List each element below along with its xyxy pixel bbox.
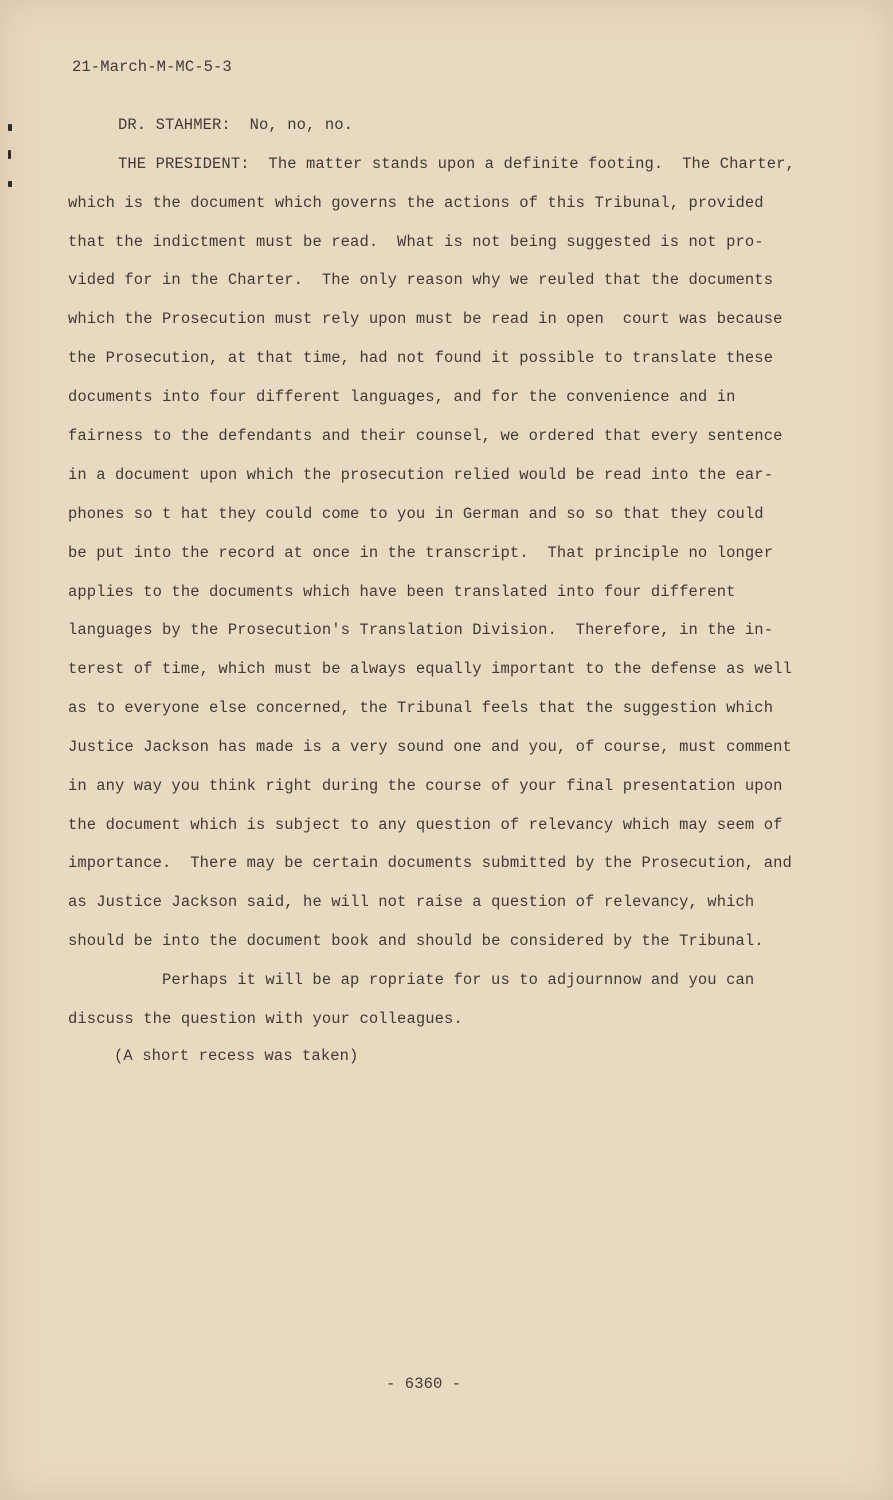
margin-mark — [8, 150, 11, 159]
text-line: as to everyone else concerned, the Tribunal feels that the suggestion which — [68, 699, 774, 717]
text-line: the Prosecution, at that time, had not found it possible to translate these — [68, 349, 774, 367]
text-line: fairness to the defendants and their counsel, we ordered that every sentence — [68, 427, 783, 445]
text-line: Perhaps it will be ap ropriate for us to adjournnow and you can — [162, 971, 755, 989]
text-line: discuss the question with your colleagues. — [68, 1010, 463, 1028]
text-line: Justice Jackson has made is a very sound one and you, of course, must comment — [68, 738, 792, 756]
text-line: applies to the documents which have been translated into four different — [68, 583, 736, 601]
text-line: documents into four different languages, and for the convenience and in — [68, 388, 736, 406]
speaker-line-stahmer: DR. STAHMER: No, no, no. — [118, 116, 354, 134]
margin-mark — [8, 181, 12, 187]
text-line: which is the document which governs the actions of this Tribunal, provided — [68, 194, 764, 212]
text-line: in any way you think right during the course of your final presentation upon — [68, 777, 783, 795]
text-line: languages by the Prosecution's Translation Division. Therefore, in the in- — [68, 621, 774, 639]
text-line: THE PRESIDENT: The matter stands upon a definite footing. The Charter, — [118, 155, 795, 173]
text-line: which the Prosecution must rely upon must be read in open court was because — [68, 310, 783, 328]
text-line: should be into the document book and should be considered by the Tribunal. — [68, 932, 764, 950]
text-line: in a document upon which the prosecution relied would be read into the ear- — [68, 466, 774, 484]
text-line: importance. There may be certain documents submitted by the Prosecution, and — [68, 854, 792, 872]
margin-mark — [8, 124, 12, 131]
text-line: vided for in the Charter. The only reason why we reuled that the documents — [68, 271, 774, 289]
text-line: the document which is subject to any question of relevancy which may seem of — [68, 816, 783, 834]
text-line: phones so t hat they could come to you in German and so so that they could — [68, 505, 764, 523]
text-line: be put into the record at once in the transcript. That principle no longer — [68, 544, 774, 562]
page-number: - 6360 - — [386, 1375, 462, 1393]
text-line: that the indictment must be read. What is not being suggested is not pro- — [68, 233, 764, 251]
text-line: terest of time, which must be always equally important to the defense as well — [68, 660, 792, 678]
text-line: as Justice Jackson said, he will not raise a question of relevancy, which — [68, 893, 755, 911]
document-id: 21-March-M-MC-5-3 — [72, 58, 232, 76]
recess-note: (A short recess was taken) — [114, 1047, 359, 1065]
